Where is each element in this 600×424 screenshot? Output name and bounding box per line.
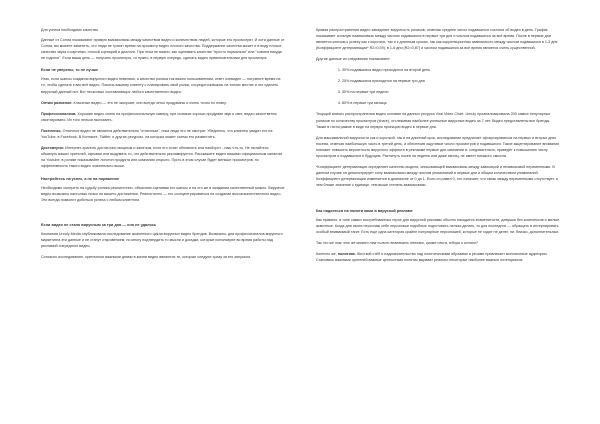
paragraph: Для максимальной вирусности как и короткой, так и на длинный срок, исследование предлагает сфокусироваться на первых и вторых днях посева, отмечая наибольшую часть в третий день, и обеспечив ощутимое число просмотров и подавшихся. Такое акцентирование внимания поможет повысить вероятность вирусного эффекта в реклааме первые дни кампании и, следовательно, приведёт к повышению числу просмотров и подавшихся в будущем. Растянуть посев на неделю или даже месяц, не имеет никакого смысла.	[316, 135, 560, 159]
paragraph	[41, 128, 285, 140]
paragraph: Как правило, в топе самых востребованных герое для вирусной рекламы обычно находится знаменитости, девушки без комплексов и милые животные. Когда для своих персонаж себе персонажи подобные подготовить нельзя делать, то для последних — обращать в интернировать особый внимаимый тагит. Есть еще одна категория крайне популярные персонажей, которые не ходят не денег, ни, близко, дополнительных.	[316, 217, 560, 234]
paragraph: Итак, если шансы создания вирусного видео невелики, а качество ролика так важно пользователям, ответ очевиден — потратьте время на то, чтобы сделать к вас всё видео. Помочь вашему клиенту с планировать свой ролик, сосредоточившись на тонких местах и это сделать вирусный данный пот. Вот несколько составляющих любого качественного видео:	[41, 77, 281, 94]
footnote: *Коэффициент детерминации определяет качество модели, описывающей взаимосвязь между зависимой и независимой переменными. В данном случае он демонстрирует силу взаимосвязи между числом упоминаний в первые дни и общим количеством упоминаний. Коэффициент детерминации изменяется в диапазоне от 0 до 1. Если он равен 0, это означает, что связь между переменными отсутствует, а чем ближе значение к единице, тем выше степень взаимосвязи.	[316, 165, 558, 188]
list-item: 3. 50% на первые три недели	[342, 89, 560, 95]
list-item: 2. 25% подавшихся приходится на первые три дня	[342, 78, 560, 84]
section-heading: Если не уверены, то не лучше	[41, 68, 99, 73]
term-text: Классные видео — это не экспромт, они всегда четко продуманы и очень точно по плану.	[72, 100, 227, 105]
section-heading: Настройтесь на успех, а не на поражение	[41, 176, 120, 181]
term-text: Отличное видео не является действительно "отличным", пока люди его не смотрят. Убедитесь, что клиенты увидят его на YouTube, в Facebook, В Контакте, Twitter, и других ресурсах, на которых может съемо его разместить.	[41, 128, 273, 140]
quote-italic: так что же может так сильно вовлекать неловко, кроме секса, юбора и котят?	[334, 240, 478, 245]
paragraph	[41, 145, 285, 169]
term-bold: Поселенко.	[41, 128, 62, 133]
term-text: Интернет-хранить достаточно мощным и занятым, если его хотят обновлять или наоборот - наш что-то. Не пытайтесь обмануть ваших зрителей, скрывая или выдумать то, что действительно рекламируется. Расскажите видео вашими официальным каналом на Youtube, в ролике показывайте логотип продукта или компании открыто. Пусть в этом случае будет меньше просмотров, но эффективность такого видео значительно выше.	[41, 146, 282, 169]
term-bold: Оптим размелие.	[41, 100, 73, 105]
paragraph: Данные от Comra показывают прямую взаимосвязь между качеством видео и количеством людей, которые его просмотрят. И хоти данные от Comra, вы можете заметить, что люди не тратят время на просмотр видео плохого качества. Поддержание качества может и в виду плохое качество звука и картинки, плохой сценарий и диалоги. При этом не важно, как оценивать качество "просто нормально" или "совсем никуда не годится". Если ваша цель — получить просмотры, то нужно, в первую очередь, сделать видео привлекательным для просмотра.	[41, 38, 285, 61]
list-item: 4. 80% в первые три месяца	[342, 100, 560, 106]
term-bold: Профессионализм.	[41, 111, 77, 116]
term-lead: Конечно же,	[316, 251, 338, 256]
term-bold: политика.	[337, 251, 356, 256]
paragraph: Кривая распространения видео замедляет вирусность роликов, отмечая среднее число подавшихся состьюи об видео в день. График показывает сильную взаимосвязь между числом подавшихся в первые три дня и числом подавшихся за всё время. После в первые дни является ключом к успеху как к коротких, так и к длинным сроках, так как корреляционная зависимость между числом подавшихся в 1-3 дня (Коэффициент детерминации* R2=0,59), в 1-6 дни (R2=0,87) и числом подавшихся за всё время является очень существенной.	[316, 28, 558, 51]
paragraph: Другие данные из следования показывают:	[316, 57, 391, 62]
paragraph: Согласно исследованию, критически важными днями в жизни видео являются те, которые следуют сразу за его запуском.	[41, 255, 251, 260]
paragraph	[316, 240, 560, 246]
term-text: Хорошие видео очень на профессиональную камеру, при съемках хорошо продуман звук и свет, видео качественно смонтировано. Их того нельзя экономить.	[41, 111, 277, 122]
paragraph	[41, 100, 285, 106]
paragraph: Компания Unruly Media опубликовала исследование жизненного цикла вирусных видео брендов. Возможно, для профессионалов вирусного маркетинга эти данные и не станут откровением, но многу подтвердить то мысли и догадки, которые испольвуют во время работы над рекламой очередного видео.	[41, 231, 283, 248]
list-item: 1. 30% подавшихся видео приходится на второй день	[342, 67, 560, 73]
left-column	[41, 27, 285, 265]
paragraph: Текущий анализ распространения видео основан на данных ресурса Viral Video Chart. Unruly проанализировала 200 самых популярных роликов по количеству просмотров (share), отслеживая наиболее успешные вирусные видео за 7 лет. Видео представлены все бренды. Также в гистограмме в виде на первую проекцию видео в первые дни.	[316, 112, 551, 129]
paragraph: Необходимо смотреть на судьбу ролика реалистично, объясняю оценивая его шансы и на что же в ожидании качественный можно. Вирусное видео возможно настолько низко на вашего достижения. Реалистично — это сконцентрироваться на создании высококачественного видео. Это всегда позволит добиться успеха с любым клиентом.	[41, 185, 285, 202]
paragraph	[41, 111, 285, 123]
section-heading: Как надеяться на полити ками в вирусной рекламе	[316, 208, 413, 213]
section-heading: Если видео не стало вирусным за три дня — оно не удалось	[41, 222, 157, 227]
term-text: Жесткий стёб и надсмехательство над политическими образами и речами привлекает миллионные аудитории. Становясь важными зрителей важные ценностями политик вырвавт реально некоторые наиболее важные потенциалов.	[316, 251, 548, 262]
quote-lead: Так что же	[316, 240, 335, 245]
term-bold: Достоверно:	[41, 146, 65, 151]
right-column	[316, 27, 560, 268]
paragraph	[316, 251, 560, 263]
stats-list	[316, 67, 560, 106]
section-title: Для успеха необходимо качество	[41, 28, 99, 32]
